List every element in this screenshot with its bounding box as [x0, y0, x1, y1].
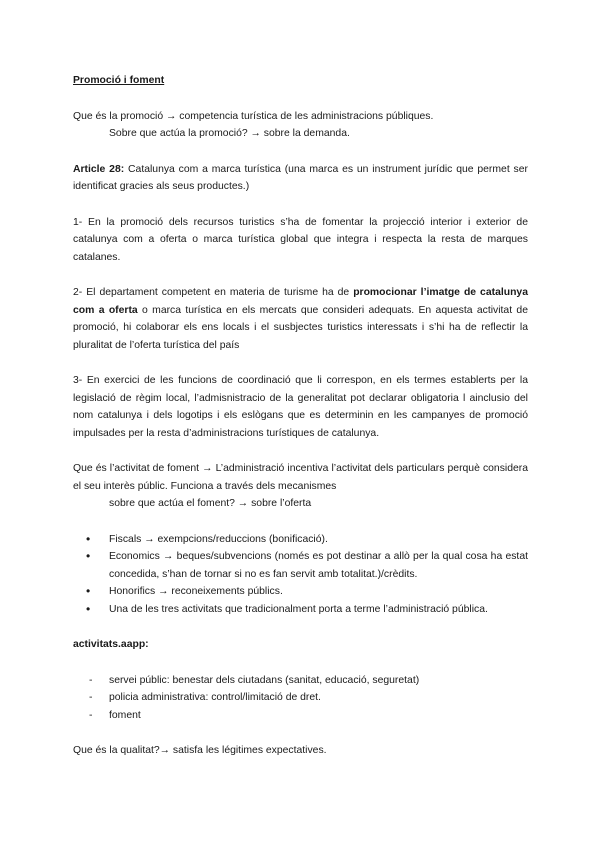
paragraph-2-end: o marca turística en els mercats que consideri adequats. En aquesta activitat de promoció, hi colaborar els ens locals i el susbjectes turistics interessats i s’hi ha de reflectir la pluralitat de l’oferta turística del país: [73, 304, 528, 351]
promocio-definition: Que és la promoció → competencia turística de les administracions públiques.: [73, 110, 434, 122]
foment-definition: Que és l’activitat de foment → L’administració incentiva l’activitat dels particulars perquè considera el seu interès públic. Funciona a través dels mecanismes: [73, 463, 528, 492]
list-item: • Una de les tres activitats que tradicionalment porta a terme l’administració pública.: [73, 601, 528, 619]
paragraph-2-bold: promocionar l’imatge de catalunya com a oferta: [73, 287, 528, 316]
paragraph-1: 1- En la promoció dels recursos turistics s’ha de fomentar la projecció interior i exterior de catalunya com a oferta o marca turística global que integra i respecta la resta de marques catalanes.: [73, 216, 528, 263]
document-page: [73, 60, 528, 760]
list-item: - servei públic: benestar dels ciutadans (sanitat, educació, seguretat): [73, 672, 528, 690]
article-28: [73, 161, 528, 196]
list-item: • Economics → beques/subvencions (només es pot destinar a allò per la qual cosa ha estat concedida, s’han de tornar si no es fan servit amb totalitat.)/crèdits.: [73, 548, 528, 583]
promocio-subquestion: Sobre que actúa la promoció? → sobre la demanda.: [109, 128, 350, 139]
list-item: • Fiscals → exempcions/reduccions (bonificació).: [73, 531, 528, 549]
paragraph-3: 3- En exercici de les funcions de coordinació que li correspon, en els termes establerts per la legislació de règim local, l’admisnistracio de la generalitat pot declarar obligatoria l ainclusio del nom catalunya i dels logotips i els eslògans que es determinin en les campanyes de promoció impulsades per la resta d’administracions turístiques de catalunya.: [73, 375, 528, 439]
list-item: - foment: [73, 707, 528, 725]
foment-mechanisms-list: [73, 531, 528, 619]
article-text: Catalunya com a marca turística (una marca es un instrument jurídic que permet ser identificat gracies als seus productes.): [73, 163, 528, 192]
foment-subquestion: sobre que actúa el foment? → sobre l’oferta: [109, 498, 312, 509]
article-label: Article 28:: [73, 163, 125, 175]
qualitat-definition: Que és la qualitat?→ satisfa les légitimes expectatives.: [73, 745, 327, 756]
paragraph-2-start: 2- El departament competent en materia de turisme ha de: [73, 287, 354, 298]
paragraph-2: [73, 284, 528, 354]
activitats-heading: activitats.aapp:: [73, 639, 149, 650]
list-item: • Honorifics → reconeixements públics.: [73, 583, 528, 601]
activitats-list: [73, 672, 528, 725]
document-title: Promoció i foment: [73, 75, 165, 86]
list-item: - policia administrativa: control/limitació de dret.: [73, 689, 528, 707]
